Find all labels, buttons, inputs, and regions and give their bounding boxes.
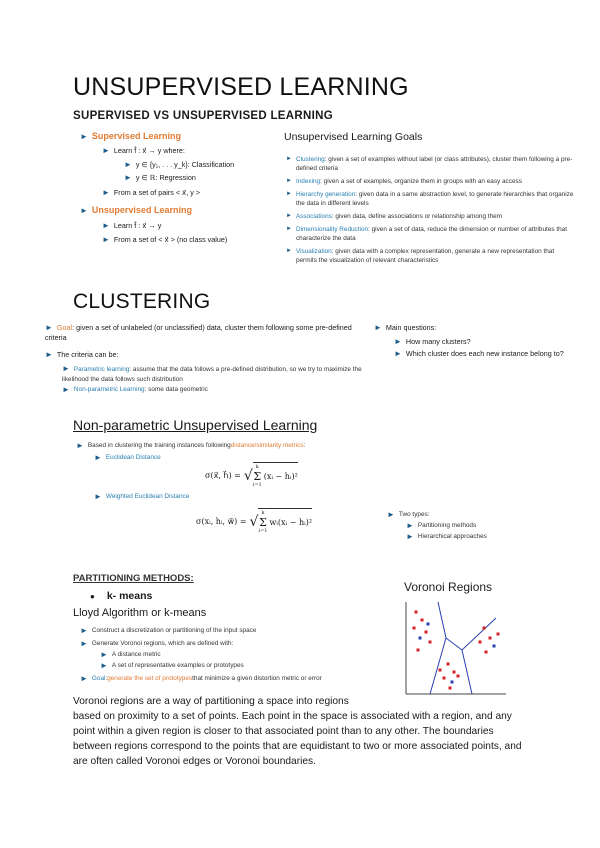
arrow-icon: ► — [45, 323, 53, 332]
goal-text: : given a set of unlabeled (or unclassified) data, cluster them following some pre-defined criteria — [45, 323, 352, 342]
voronoi-point — [425, 631, 428, 634]
arrow-icon: ► — [80, 205, 88, 215]
step-2: Generate Voronoi regions, which are defined with: — [91, 640, 234, 647]
sum-top: k — [261, 510, 265, 516]
goal-key: Clustering — [295, 156, 325, 163]
classification-line: y ∈ {y₁, . . . y_k}: Classification — [135, 160, 235, 169]
learn2-line: Learn f̂ : x⃗ → y — [113, 221, 162, 230]
goals-title: Unsupervised Learning Goals — [284, 131, 423, 143]
voronoi-point — [451, 681, 454, 684]
goal-item — [286, 190, 576, 208]
partitioning-title: PARTITIONING METHODS: — [73, 573, 194, 584]
formula-lhs: σ(x⃗, h⃗) = — [205, 471, 241, 480]
goal-item — [286, 177, 576, 186]
page-title: UNSUPERVISED LEARNING — [73, 73, 409, 101]
goal-key: Hierarchy generation — [295, 191, 356, 198]
goal-text: : given a set of examples without label (or class attributes), cluster them following a pre-defined criteria — [295, 156, 573, 172]
goal-text: : given a set of examples, organize them in groups with an easy access — [320, 178, 522, 185]
sum-icon: Σ — [253, 470, 262, 483]
sum-bottom: i=1 — [252, 482, 262, 488]
goal-colon: : — [105, 675, 108, 682]
voronoi-point — [419, 637, 422, 640]
arrow-icon: ► — [394, 337, 402, 346]
question-1: How many clusters? — [405, 337, 471, 346]
main-questions: Main questions: — [385, 323, 437, 332]
sum-top: k — [255, 464, 259, 470]
goal-key: Goal — [91, 675, 106, 682]
arrow-icon: ► — [374, 323, 382, 332]
sum-bottom: i=1 — [258, 528, 268, 534]
voronoi-point — [413, 627, 416, 630]
goals-list — [286, 155, 576, 269]
arrow-icon: ► — [100, 661, 108, 670]
nonparam-key: Non-parametric Learning — [73, 386, 145, 393]
arrow-icon: ► — [76, 441, 84, 450]
step-2b: A set of representative examples or prototypes — [111, 662, 244, 669]
voronoi-point — [453, 671, 456, 674]
step-1: Construct a discretization or partitioning of the input space — [91, 627, 257, 634]
voronoi-point — [427, 623, 430, 626]
voronoi-point — [439, 669, 442, 672]
voronoi-point — [421, 619, 424, 622]
voronoi-point — [449, 687, 452, 690]
goal-text: : given a set of data, reduce the dimension or number of attributes that characterize the data — [295, 226, 567, 242]
arrow-icon: ► — [94, 453, 102, 462]
arrow-icon: ► — [406, 521, 414, 530]
learn-line: Learn f̂ : x⃗ → y where: — [113, 146, 185, 155]
voronoi-point — [447, 663, 450, 666]
arrow-icon: ► — [80, 639, 88, 648]
goal-key: Associations — [295, 213, 332, 220]
nonparam-title: Non-parametric Unsupervised Learning — [73, 417, 318, 433]
supervised-label: Supervised Learning — [91, 131, 181, 141]
voronoi-point — [415, 611, 418, 614]
formula-term: wᵢ(xᵢ − hᵢ)² — [269, 518, 313, 527]
voronoi-point — [479, 641, 482, 644]
voronoi-diagram — [400, 598, 510, 698]
arrow-icon: ► — [286, 156, 292, 162]
arrow-icon: ► — [45, 350, 53, 359]
arrow-icon: ► — [80, 674, 88, 683]
based-end: : — [303, 442, 306, 449]
goal-key: Visualization — [295, 248, 332, 255]
set-line: From a set of < x⃗ > (no class value) — [113, 235, 228, 244]
arrow-icon: ► — [102, 188, 110, 197]
sum-icon: Σ — [259, 516, 267, 529]
arrow-icon: ► — [62, 364, 70, 373]
voronoi-paragraph — [73, 694, 533, 769]
arrow-icon: ► — [387, 510, 395, 519]
paragraph-rest: based on proximity to a set of points. Each point in the space is associated with a region, and any point within a given region is closer to that associated point than to any other. The boundaries between regions correspond to the points that are equidistant to two or more associated points, and are often called Voronoi edges or Voronoi boundaries. — [73, 711, 522, 767]
goal-text: : given data in a same abstraction level, to generate hierarchies that organize the data in different levels — [295, 191, 574, 207]
arrow-icon: ► — [286, 191, 292, 197]
voronoi-point — [443, 677, 446, 680]
arrow-icon: ► — [100, 650, 108, 659]
nonparam-text: : some data geometric — [144, 386, 208, 393]
voronoi-point — [429, 641, 432, 644]
voronoi-edges — [430, 602, 496, 694]
goal-key: Indexing — [295, 178, 321, 185]
goal-item — [286, 225, 576, 243]
voronoi-title: Voronoi Regions — [404, 580, 493, 594]
euclidean-formula: σ(x⃗, h⃗) = √ k Σ i=1 (xᵢ − hᵢ)² — [205, 464, 298, 488]
step-2a: A distance metric — [111, 651, 161, 658]
voronoi-point — [497, 633, 500, 636]
arrow-icon: ► — [62, 385, 70, 394]
type-1: Partitioning methods — [417, 522, 477, 529]
voronoi-points — [413, 611, 500, 690]
section-subtitle: SUPERVISED VS UNSUPERVISED LEARNING — [73, 110, 333, 122]
arrow-icon: ► — [124, 173, 132, 182]
formula-term: (xᵢ − hᵢ)² — [263, 472, 298, 481]
arrow-icon: ► — [102, 221, 110, 230]
param-key: Parametric learning — [73, 366, 130, 373]
goal-key: Dimensionality Reduction — [295, 226, 369, 233]
voronoi-point — [483, 627, 486, 630]
bullet-icon: ● — [90, 591, 95, 601]
arrow-icon: ► — [406, 532, 414, 541]
goal-highlight: generate the set of prototypes — [107, 675, 193, 682]
arrow-icon: ► — [286, 178, 292, 184]
goal-item — [286, 155, 576, 173]
voronoi-point — [457, 675, 460, 678]
type-2: Hierarchical approaches — [417, 533, 487, 540]
param-text: : assume that the data follows a pre-defined distribution, so we try to maximize the likelihood the data follows such distribution — [62, 366, 362, 383]
euclid-label: Euclidean Distance — [105, 454, 161, 461]
arrow-icon: ► — [286, 248, 292, 254]
goal-item — [286, 247, 576, 265]
arrow-icon: ► — [80, 131, 88, 141]
lloyd-title: Lloyd Algorithm or k-means — [73, 607, 207, 619]
clustering-title: CLUSTERING — [73, 290, 211, 313]
arrow-icon: ► — [394, 349, 402, 358]
arrow-icon: ► — [286, 226, 292, 232]
goal-item — [286, 212, 576, 221]
kmeans-label: k- means — [106, 590, 153, 602]
arrow-icon: ► — [286, 213, 292, 219]
parametric-item — [62, 364, 382, 384]
weighted-label: Weighted Euclidean Distance — [105, 493, 190, 500]
arrow-icon: ► — [102, 235, 110, 244]
voronoi-point — [417, 649, 420, 652]
question-2: Which cluster does each new instance belong to? — [405, 349, 564, 358]
formula-lhs: σ(xᵢ, hᵢ, w⃗) = — [196, 517, 247, 526]
arrow-icon: ► — [124, 160, 132, 169]
arrow-icon: ► — [102, 146, 110, 155]
arrow-icon: ► — [94, 492, 102, 501]
criteria-line: The criteria can be: — [56, 350, 119, 359]
based-text: Based in clustering the training instances following — [87, 442, 231, 449]
arrow-icon: ► — [80, 626, 88, 635]
clustering-goal — [45, 323, 365, 343]
goal-text: : given data, define associations or relationship among them — [331, 213, 503, 220]
goal-text: that minimize a given distortion metric or error — [192, 675, 322, 682]
voronoi-point — [489, 637, 492, 640]
pairs-line: From a set of pairs < x⃗, y > — [113, 188, 201, 197]
goal-text: : given data with a complex representation, generate a new representation that permits the visualization of relevant characteristics — [295, 248, 555, 264]
regression-line: y ∈ ℝ: Regression — [135, 173, 196, 182]
two-types: Two types: — [398, 511, 430, 518]
goal-key: Goal — [56, 323, 73, 332]
voronoi-point — [485, 651, 488, 654]
paragraph-line1: Voronoi regions are a way of partitioning a space into regions — [73, 696, 349, 707]
voronoi-point — [493, 645, 496, 648]
based-key: distance/similarity metrics — [230, 442, 304, 449]
weighted-formula: σ(xᵢ, hᵢ, w⃗) = √ k Σ i=1 wᵢ(xᵢ − hᵢ)² — [196, 510, 313, 534]
unsupervised-label: Unsupervised Learning — [91, 205, 192, 215]
